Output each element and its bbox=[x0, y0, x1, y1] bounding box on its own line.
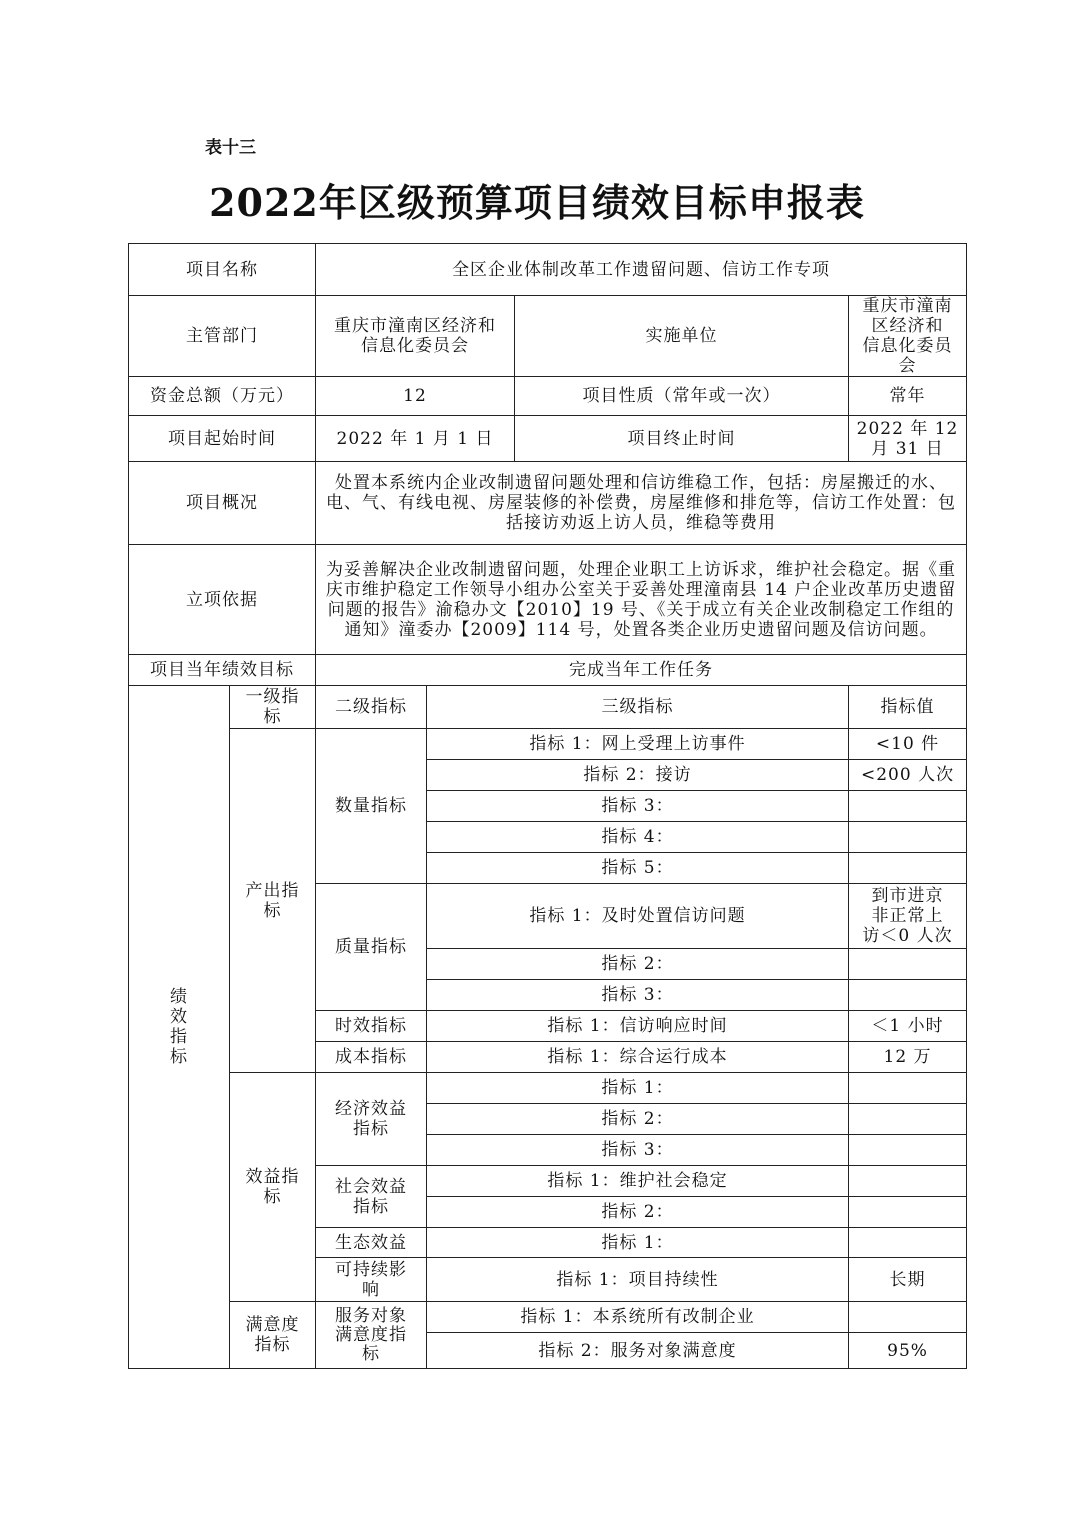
output-indicators-label: 产出指 标 bbox=[230, 729, 316, 1073]
indicator-text: 指标 1： bbox=[427, 1228, 849, 1258]
indicator-text: 指标 4： bbox=[427, 822, 849, 853]
level2-header: 二级指标 bbox=[316, 686, 427, 729]
start-value: 2022 年 1 月 1 日 bbox=[316, 416, 515, 462]
indicator-value: 长期 bbox=[849, 1258, 967, 1302]
indicator-text: 指标 5： bbox=[427, 853, 849, 884]
indicator-value: 到市进京 非正常上 访＜0 人次 bbox=[849, 884, 967, 949]
dept-label: 主管部门 bbox=[129, 296, 316, 377]
goal-value: 完成当年工作任务 bbox=[316, 655, 967, 686]
indicator-value bbox=[849, 1135, 967, 1166]
indicator-text: 指标 3： bbox=[427, 980, 849, 1011]
indicator-text: 指标 3： bbox=[427, 791, 849, 822]
indicator-text: 指标 3： bbox=[427, 1135, 849, 1166]
indicator-value bbox=[849, 1104, 967, 1135]
indicator-text: 指标 1：及时处置信访问题 bbox=[427, 884, 849, 949]
indicator-value bbox=[849, 949, 967, 980]
goal-label: 项目当年绩效目标 bbox=[129, 655, 316, 686]
indicator-text: 指标 1：项目持续性 bbox=[427, 1258, 849, 1302]
indicator-value bbox=[849, 822, 967, 853]
social-benefit-label: 社会效益 指标 bbox=[316, 1166, 427, 1228]
indicator-text: 指标 2：接访 bbox=[427, 760, 849, 791]
nature-value: 常年 bbox=[849, 377, 967, 416]
indicator-value bbox=[849, 1228, 967, 1258]
project-name-value: 全区企业体制改革工作遗留问题、信访工作专项 bbox=[316, 244, 967, 296]
sustainability-label: 可持续影 响 bbox=[316, 1258, 427, 1302]
indicator-value: <200 人次 bbox=[849, 760, 967, 791]
benefit-indicators-label: 效益指 标 bbox=[230, 1073, 316, 1302]
basis-label: 立项依据 bbox=[129, 545, 316, 655]
overview-label: 项目概况 bbox=[129, 462, 316, 545]
dept-value: 重庆市潼南区经济和 信息化委员会 bbox=[316, 296, 515, 377]
end-value: 2022 年 12 月 31 日 bbox=[849, 416, 967, 462]
indicator-value bbox=[849, 980, 967, 1011]
level1-header: 一级指 标 bbox=[230, 686, 316, 729]
indicator-value: 12 万 bbox=[849, 1042, 967, 1073]
indicator-text: 指标 2： bbox=[427, 1104, 849, 1135]
performance-indicators-label: 绩 效 指 标 bbox=[129, 686, 230, 1369]
indicator-value: <10 件 bbox=[849, 729, 967, 760]
indicator-value bbox=[849, 1302, 967, 1333]
indicator-text: 指标 1：网上受理上访事件 bbox=[427, 729, 849, 760]
table-number-label: 表十三 bbox=[205, 138, 256, 158]
timeliness-indicators-label: 时效指标 bbox=[316, 1011, 427, 1042]
ecological-benefit-label: 生态效益 bbox=[316, 1228, 427, 1258]
indicator-text: 指标 2： bbox=[427, 949, 849, 980]
project-name-label: 项目名称 bbox=[129, 244, 316, 296]
end-label: 项目终止时间 bbox=[515, 416, 849, 462]
overview-text: 处置本系统内企业改制遗留问题处理和信访维稳工作，包括：房屋搬迁的水、电、气、有线电视、房屋装修的补偿费，房屋维修和排危等，信访工作处置：包括接访劝返上访人员，维稳等费用 bbox=[316, 462, 967, 545]
start-label: 项目起始时间 bbox=[129, 416, 316, 462]
nature-label: 项目性质（常年或一次） bbox=[515, 377, 849, 416]
indicator-value: ＜1 小时 bbox=[849, 1011, 967, 1042]
funds-label: 资金总额（万元） bbox=[129, 377, 316, 416]
quantity-indicators-label: 数量指标 bbox=[316, 729, 427, 884]
indicator-value bbox=[849, 1166, 967, 1197]
indicator-value bbox=[849, 853, 967, 884]
basis-text: 为妥善解决企业改制遗留问题，处理企业职工上访诉求，维护社会稳定。据《重庆市维护稳定工作领导小组办公室关于妥善处理潼南县 14 户企业改革历史遗留问题的报告》渝稳办文【2010】19 号、《关于成立有关企业改制稳定工作组的通知》潼委办【2009】114 号，处置各类企业历史遗留问题及信访问题。 bbox=[316, 545, 967, 655]
funds-value: 12 bbox=[316, 377, 515, 416]
indicator-text: 指标 1：信访响应时间 bbox=[427, 1011, 849, 1042]
indicator-text: 指标 1：综合运行成本 bbox=[427, 1042, 849, 1073]
service-satisfaction-label: 服务对象 满意度指 标 bbox=[316, 1302, 427, 1369]
indicator-value bbox=[849, 791, 967, 822]
indicator-text: 指标 2： bbox=[427, 1197, 849, 1228]
indicator-value bbox=[849, 1197, 967, 1228]
impl-value: 重庆市潼南区经济和 信息化委员会 bbox=[849, 296, 967, 377]
satisfaction-indicators-label: 满意度 指标 bbox=[230, 1302, 316, 1369]
quality-indicators-label: 质量指标 bbox=[316, 884, 427, 1011]
indicator-value bbox=[849, 1073, 967, 1104]
indicator-text: 指标 1：维护社会稳定 bbox=[427, 1166, 849, 1197]
indicator-value: 95% bbox=[849, 1333, 967, 1369]
impl-label: 实施单位 bbox=[515, 296, 849, 377]
performance-target-table bbox=[128, 243, 967, 1369]
page-title: 2022年区级预算项目绩效目标申报表 bbox=[209, 180, 865, 225]
level3-header: 三级指标 bbox=[427, 686, 849, 729]
cost-indicators-label: 成本指标 bbox=[316, 1042, 427, 1073]
value-header: 指标值 bbox=[849, 686, 967, 729]
indicator-text: 指标 1：本系统所有改制企业 bbox=[427, 1302, 849, 1333]
indicator-text: 指标 1： bbox=[427, 1073, 849, 1104]
indicator-text: 指标 2：服务对象满意度 bbox=[427, 1333, 849, 1369]
economic-benefit-label: 经济效益 指标 bbox=[316, 1073, 427, 1166]
